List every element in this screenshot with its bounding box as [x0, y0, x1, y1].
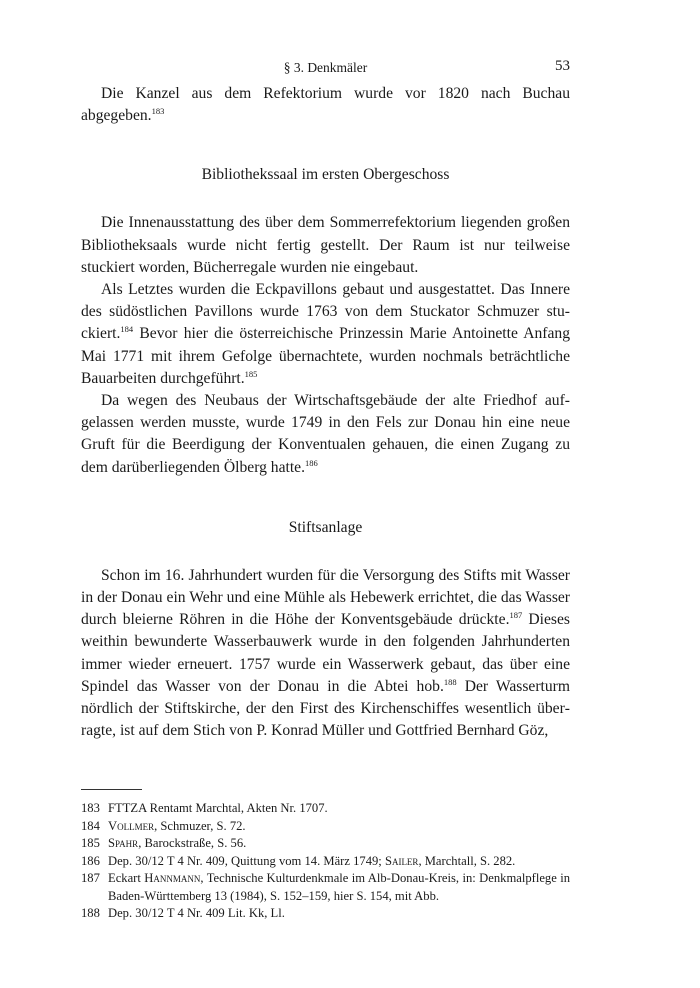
running-head: [81, 58, 570, 80]
footnote-188: 188 Dep. 30/12 T 4 Nr. 409 Lit. Kk, Ll.: [81, 905, 285, 920]
page-number: 53: [555, 58, 570, 74]
paragraph: Schon im 16. Jahrhundert wurden für die Versorgung des Stifts mit Wasser in der Donau ein Wehr und eine Mühle als Hebewerk errichtet, die das Wasser durch bleierne Röhren in die Höhe der Konventsgebäude drückte.$^{187}$ Dieses weithin bewunderte Wasserbauwerk wurde in den folgenden Jahrhunderten immer wieder erneuert. 1757 wurde ein Wasserwerk gebaut, das über eine Spindel das Wasser von der Donau in die Abtei hob.$^{188}$ Der Wasserturm nördlich der Stiftskirche, der den First des Kirchenschiffes wesentlich überragte, ist auf dem Stich von P. Konrad Müller und Gottfried Bernhard Göz,: [81, 566, 571, 740]
footnote-186: 186 Dep. 30/12 T 4 Nr. 409, Quittung vom 14. März 1749; Sailer, Marchtall, S. 282.: [81, 853, 516, 868]
author-name: Spahr: [108, 836, 139, 851]
author-name: Vollmer: [108, 818, 155, 833]
footnote-ref: 183: [151, 106, 165, 117]
footnote-ref: 186: [305, 457, 318, 468]
page: [81, 58, 570, 922]
footnote-183: 183 FTTZA Rentamt Marchtal, Akten Nr. 1707.: [81, 801, 328, 816]
footnote-ref: 187: [509, 610, 523, 621]
footnote-ref: 184: [120, 324, 134, 335]
author-name: Sailer: [384, 853, 419, 868]
paragraph: Die Innenausstattung des über dem Sommerrefektorium liegenden großen Bibliotheksaals wurde nicht fertig gestellt. Der Raum ist nur teilweise stuckiert worden, Bücherregale wurden nie eingebaut.: [81, 214, 570, 276]
section-heading-bibliothekssaal: Bibliothekssaal im ersten Obergeschoss: [201, 166, 450, 184]
paragraph: Als Letztes wurden die Eckpavillons gebaut und ausgestattet. Das Innere des südöstlichen Pavillons wurde 1763 von dem Stuckator Schmuzer stuckiert.$^{184}$ Bevor hier die österreichische Prinzessin Marie Antoinette Anfang Mai 1771 mit ihrem Gefolge übernachtete, wurden nochmals beträchtliche Bauarbeiten durchgeführt.$^{185}$: [81, 281, 570, 387]
footnote-ref: 188: [443, 676, 457, 687]
running-head-title: § 3. Denkmäler: [283, 60, 368, 75]
section-heading-stiftsanlage: Stiftsanlage: [288, 518, 363, 536]
footnote-ref: 185: [244, 368, 258, 379]
footnote-separator: [81, 789, 142, 790]
intro-paragraph: Die Kanzel aus dem Refektorium wurde vor 1820 nach Buchau abgegeben.$^{183}$: [81, 85, 570, 125]
paragraph: Da wegen des Neubaus der Wirtschaftsgebäude der alte Friedhof aufgelassen werden musste, wurde 1749 in den Fels zur Donau hin eine neue Gruft für die Beerdigung der Konventualen gehauen, die einen Zugang zu dem darüberliegenden Ölberg hatte.$^{186}$: [81, 392, 570, 476]
author-name: Hannmann: [144, 871, 201, 886]
footnotes: [81, 800, 570, 922]
footnote-187: 187 Eckart Hannmann, Technische Kulturdenkmale im Alb-Donau-Kreis, in: Denkmalpflege in Baden-Württemberg 13 (1984), S. 152–159, hier S. 154, mit Abb.: [81, 871, 570, 903]
footnote-184: 184 Vollmer, Schmuzer, S. 72.: [81, 818, 246, 833]
footnote-185: 185 Spahr, Barockstraße, S. 56.: [81, 836, 247, 851]
